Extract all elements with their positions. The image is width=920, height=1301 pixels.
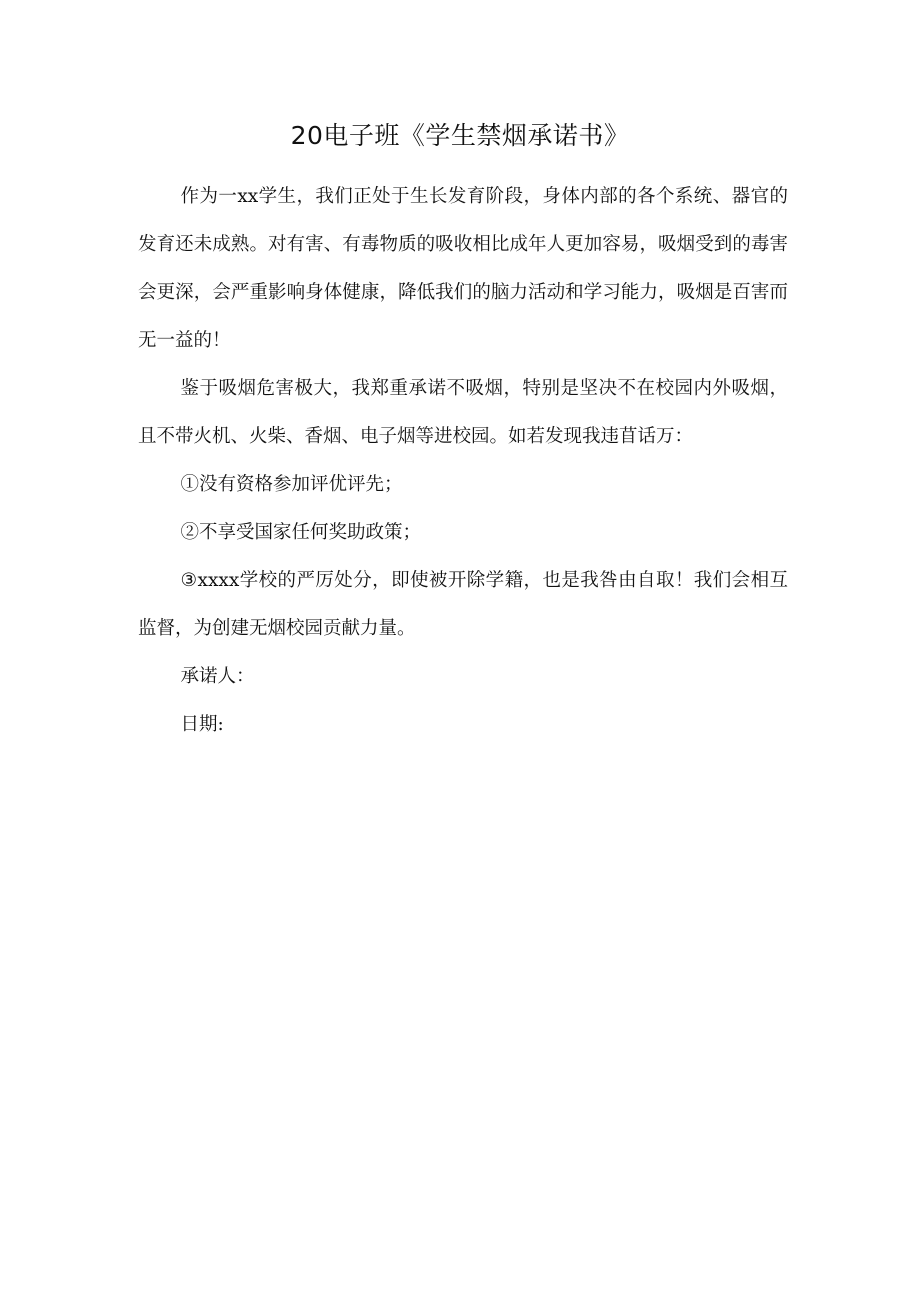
document-title: 20电子班《学生禁烟承诺书》 xyxy=(290,121,630,150)
document-body xyxy=(138,173,788,749)
list-item-3: ③xxxx学校的严厉处分，即使被开除学籍，也是我咎由自取！我们会相互监督，为创建无烟校园贡献力量。 xyxy=(138,570,788,639)
list-item-2: ②不享受国家任何奖助政策； xyxy=(180,522,422,543)
paragraph-intro: 作为一xx学生，我们正处于生长发育阶段，身体内部的各个系统、器官的发育还未成熟。对有害、有毒物质的吸收相比成年人更加容易，吸烟受到的毒害会更深，会严重影响身体健康，降低我们的脑力活动和学习能力，吸烟是百害而无一益的！ xyxy=(138,186,788,351)
list-item-1: ①没有资格参加评优评先； xyxy=(180,474,403,495)
date-label: 日期: xyxy=(180,714,224,735)
paragraph-pledge: 鉴于吸烟危害极大，我郑重承诺不吸烟，特别是坚决不在校园内外吸烟，且不带火机、火柴、香烟、电子烟等进校园。如若发现我违苜话万： xyxy=(138,378,788,447)
signer-label: 承诺人： xyxy=(180,666,255,687)
